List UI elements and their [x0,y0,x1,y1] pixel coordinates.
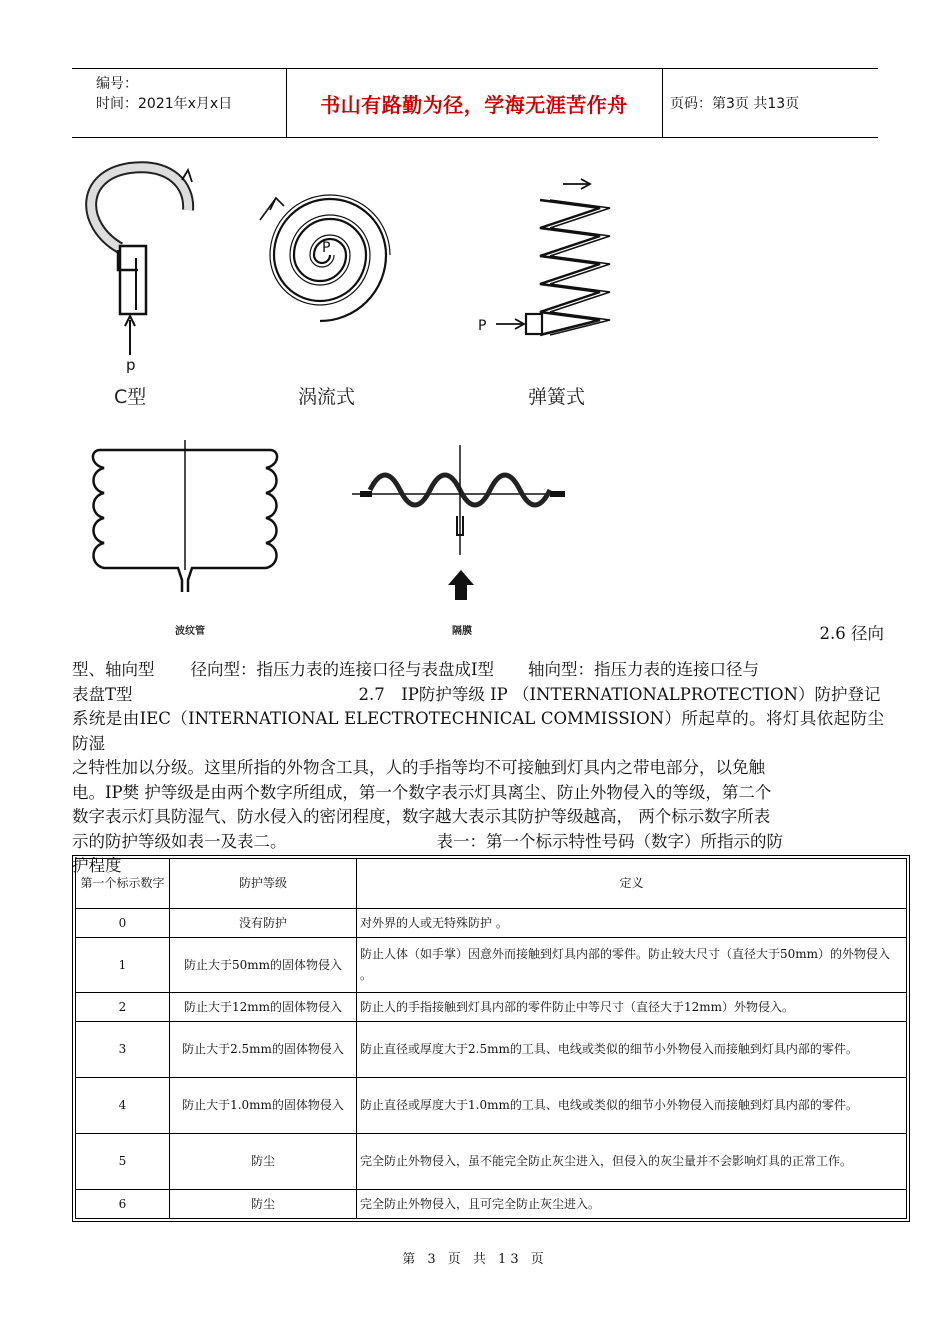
text-line4: 之特性加以分级。这里所指的外物含工具，人的手指等均不可接触到灯具内之带电部分，以免触 [72,758,765,777]
pressure-gauge-figure [60,160,620,637]
cell-number: 2 [76,993,170,1022]
text-line2a: 表盘T型 [72,684,133,704]
cell-definition: 防止人体（如手掌）因意外而接触到灯具内部的零件。防止较大尺寸（直径大于50mm）的外物侵入 。 [357,938,907,993]
bellows-element [93,440,277,592]
caption-spring: 弹簧式 [528,386,586,408]
cell-number: 1 [76,938,170,993]
cell-definition: 完全防止外物侵入，虽不能完全防止灰尘进入，但侵入的灰尘量并不会影响灯具的正常工作。 [357,1134,907,1190]
header-motto-cell [286,69,663,137]
svg-text:P: P [478,318,487,334]
caption-c-type: C型 [114,386,147,408]
text-line1c: 轴向型：指压力表的连接口径与 [528,660,760,679]
text-line1b: 径向型：指压力表的连接口径与表盘成Ⅰ型 [190,660,495,679]
text-line8: 护程度 [72,856,122,875]
body-text [72,658,884,879]
table-row [76,938,907,993]
caption-spiral: 涡流式 [298,386,356,408]
svg-text:p: p [126,356,136,374]
cell-level: 没有防护 [170,909,357,938]
c-type-element [91,167,192,355]
header-cell-level: 防护等级 [170,859,357,909]
table-row [76,1078,907,1134]
cell-level: 防尘 [170,1190,357,1219]
motto: 书山有路勤为径，学海无涯苦作舟 [320,92,628,117]
diaphragm-element [352,445,565,555]
number-label: 编号： [96,76,138,92]
spiral-element [260,195,390,321]
cell-definition: 对外界的人或无特殊防护 。 [357,909,907,938]
cell-level: 防止大于2.5mm的固体物侵入 [170,1022,357,1078]
text-line7a: 示的防护等级如表一及表二。 [72,831,287,851]
header-cell-definition: 定义 [357,859,907,909]
cell-definition: 防止直径或厚度大于1.0mm的工具、电线或类似的细节小外物侵入而接触到灯具内部的零件。 [357,1078,907,1134]
text-line2b: 2.7 IP防护等级 IP （INTERNATIONALPROTECTION）防护登记 [358,684,881,704]
text-line1a: 型、轴向型 [72,660,155,679]
caption-diaphragm: 隔膜 [452,626,472,637]
table-row [76,909,907,938]
caption-bellows: 波纹管 [175,626,205,637]
cell-level: 防止大于50mm的固体物侵入 [170,938,357,993]
cell-number: 6 [76,1190,170,1219]
cell-definition: 防止直径或厚度大于2.5mm的工具、电线或类似的细节小外物侵入而接触到灯具内部的零件。 [357,1022,907,1078]
table-row [76,993,907,1022]
table-row [76,1190,907,1219]
page-header [72,68,878,138]
cell-number: 5 [76,1134,170,1190]
ip-protection-table [72,855,910,1222]
svg-text:P: P [322,240,331,256]
page-footer: 第 3 页 共 13 页 [402,1252,548,1267]
cell-level: 防止大于1.0mm的固体物侵入 [170,1078,357,1134]
text-line3: 系统是由IEC（INTERNATIONAL ELECTROTECHNICAL COMMISSION）所起草的。将灯具依起防尘防湿 [72,709,884,753]
header-page-cell [662,69,878,137]
table-header-row [76,859,907,909]
header-cell-number: 第一个标示数字 [76,859,170,909]
header-meta-cell [72,69,287,137]
cell-number: 3 [76,1022,170,1078]
table-row [76,1022,907,1078]
cell-number: 4 [76,1078,170,1134]
cell-definition: 完全防止外物侵入，且可完全防止灰尘进入。 [357,1190,907,1219]
cell-level: 防尘 [170,1134,357,1190]
pressure-arrow-icon [448,570,474,600]
text-line5: 电。IP樊 护等级是由两个数字所组成，第一个数字表示灯具离尘、防止外物侵入的等级，第二个 [72,782,772,802]
text-line7b: 表一：第一个标示特性号码（数字）所指示的防 [436,831,783,851]
cell-level: 防止大于12mm的固体物侵入 [170,993,357,1022]
page-label: 页码：第3页 共13页 [670,96,800,112]
table-row [76,1134,907,1190]
cell-number: 0 [76,909,170,938]
cell-definition: 防止人的手指接触到灯具内部的零件防止中等尺寸（直径大于12mm）外物侵入。 [357,993,907,1022]
section-2-6-heading: 2.6 径向 [819,624,884,643]
text-line6: 数字表示灯具防湿气、防水侵入的密闭程度，数字越大表示其防护等级越高， 两个标示数字所表 [72,807,771,826]
time-label: 时间：2021年x月x日 [96,96,233,112]
spring-element [496,179,610,335]
